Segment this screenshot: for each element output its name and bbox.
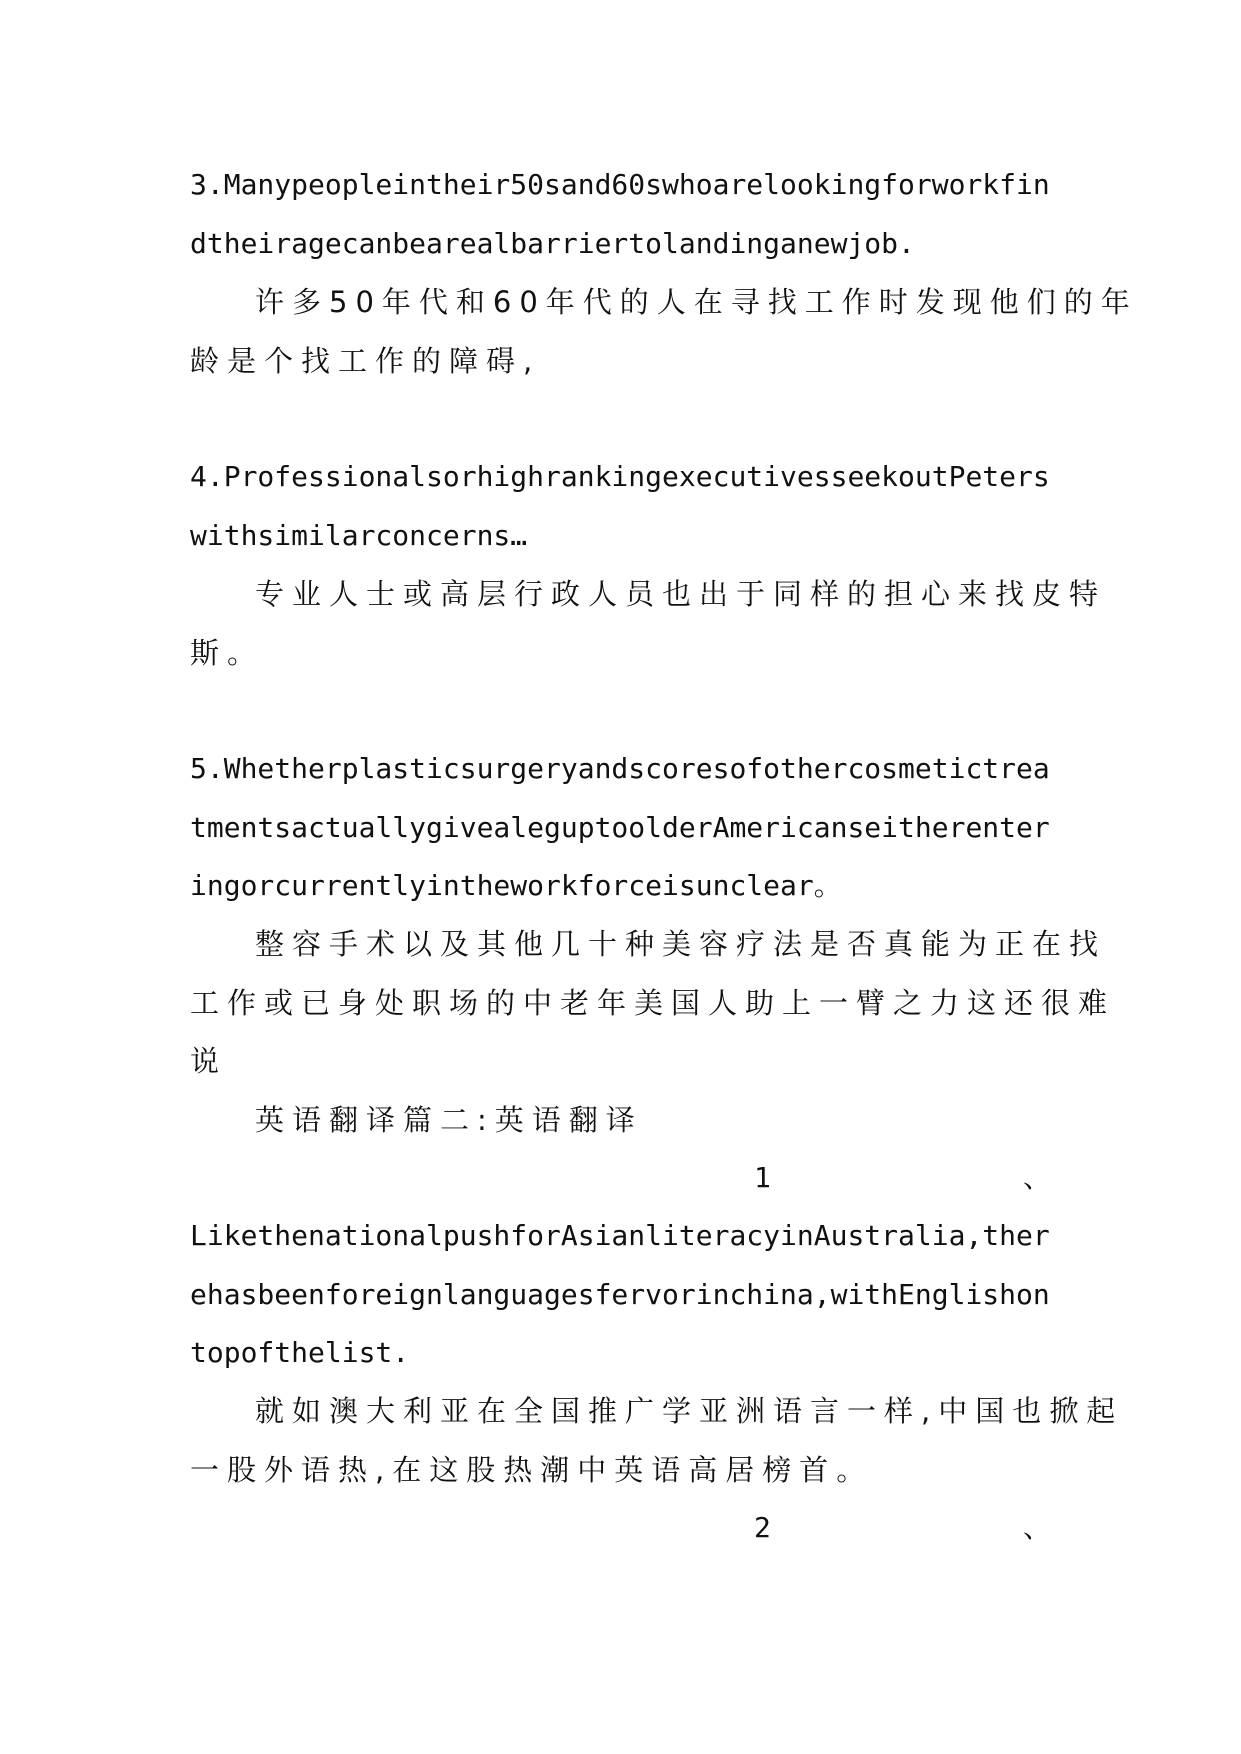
- item5-chinese-line3: 说: [190, 1044, 228, 1078]
- item3-chinese-line2: 龄是个找工作的障碍,: [190, 344, 541, 378]
- item4-english-line1: 4.ProfessionalsorhighrankingexecutivesseekoutPeters: [190, 460, 1050, 493]
- item5-chinese-line1: 整容手术以及其他几十种美容疗法是否真能为正在找: [255, 927, 1107, 961]
- item5-english-line1: 5.Whetherplasticsurgeryandscoresofothercosmetictrea: [190, 752, 1050, 785]
- item5-english-line2: tmentsactuallygivealeguptoolderAmericanseitherenter: [190, 811, 1050, 844]
- s2-item1-chinese-line2: 一股外语热,在这股热潮中英语高居榜首。: [190, 1453, 874, 1487]
- s2-item1-chinese-line1: 就如澳大利亚在全国推广学亚洲语言一样,中国也掀起: [255, 1394, 1124, 1428]
- s2-item1-english-line3: topofthelist.: [190, 1336, 410, 1369]
- item5-chinese-line2: 工作或已身处职场的中老年美国人助上一臂之力这还很难: [190, 986, 1116, 1020]
- item4-english-line2: withsimilarconcerns…: [190, 519, 528, 552]
- section-heading: 英语翻译篇二:英语翻译: [255, 1103, 643, 1137]
- s2-item1-english-line2: ehasbeenforeignlanguagesfervorinchina,withEnglishon: [190, 1278, 1050, 1311]
- item4-chinese-line2: 斯。: [190, 636, 265, 670]
- s2-item1-english-line1: LikethenationalpushforAsianliteracyinAustralia,ther: [190, 1219, 1050, 1252]
- item3-english-line1: 3.Manypeopleintheir50sand60swhoarelookingforworkfin: [190, 168, 1050, 201]
- s2-item2-number: 2: [754, 1511, 771, 1544]
- item3-english-line2: dtheiragecanbearealbarriertolandinganewjob.: [190, 227, 915, 260]
- item3-chinese-line1: 许多50年代和60年代的人在寻找工作时发现他们的年: [255, 285, 1138, 319]
- s2-item1-mark: 、: [1023, 1161, 1052, 1194]
- s2-item2-mark: 、: [1023, 1511, 1052, 1544]
- item5-english-line3: ingorcurrentlyintheworkforceisunclear。: [190, 869, 842, 902]
- item4-chinese-line1: 专业人士或高层行政人员也出于同样的担心来找皮特: [255, 577, 1107, 611]
- s2-item1-number: 1: [754, 1161, 771, 1194]
